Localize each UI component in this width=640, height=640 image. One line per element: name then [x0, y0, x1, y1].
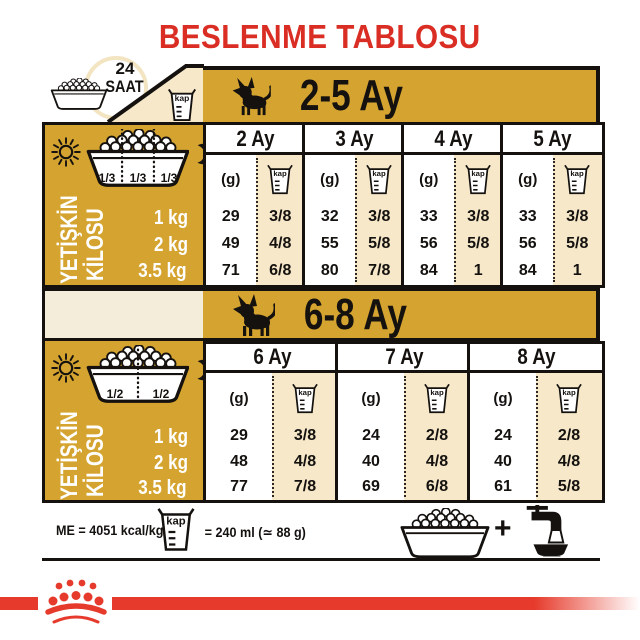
cups-value: 3/8 [368, 207, 391, 225]
measuring-cup-icon [267, 164, 293, 195]
measuring-cup-icon [424, 383, 450, 414]
measuring-cup-icon [465, 164, 491, 195]
month-header: 3 Ay [305, 122, 404, 155]
cups-value: 4/8 [269, 234, 292, 252]
month-header: 7 Ay [338, 341, 470, 373]
grams-value: 71 [221, 262, 240, 280]
cups-value: 5/8 [467, 234, 490, 252]
cups-value: 1 [572, 262, 582, 280]
cups-value: 2/8 [557, 426, 581, 444]
month-header: 4 Ay [404, 122, 503, 155]
bowl-fraction: 1/3 [98, 171, 116, 185]
grams-value: 40 [494, 452, 512, 470]
bowl-fraction: 1/2 [106, 387, 124, 401]
weight-row-label: 1 kg [153, 207, 188, 229]
grams-value: 49 [221, 234, 240, 252]
month-column-4ay [401, 122, 503, 288]
red-band-left [0, 597, 38, 610]
sun-icon [47, 349, 85, 387]
grams-value: 32 [320, 207, 339, 225]
adult-weight-label: YETİŞKİN KİLOSU [56, 195, 109, 284]
me-energy-note: ME = 4051 kcal/kg [55, 522, 164, 538]
royal-canin-crown-logo [40, 576, 112, 630]
section1-header-band [203, 66, 600, 122]
month-column-6ay [203, 341, 338, 503]
grams-value: 84 [419, 262, 438, 280]
grams-value: 69 [362, 478, 380, 496]
grams-value: 55 [320, 234, 339, 252]
chihuahua-icon [227, 293, 275, 337]
grams-unit: (g) [419, 170, 439, 188]
grams-value: 80 [320, 262, 339, 280]
grams-value: 29 [221, 207, 240, 225]
sun-icon [47, 133, 85, 171]
cups-value: 3/8 [467, 207, 490, 225]
grams-value: 84 [518, 262, 537, 280]
measuring-cup-icon [167, 88, 197, 122]
water-tap-icon [520, 503, 570, 557]
grams-value: 77 [230, 478, 248, 496]
bowl-fraction: 1/3 [160, 171, 178, 185]
weight-row-label: 3.5 kg [138, 260, 187, 282]
cups-value: 3/8 [293, 426, 317, 444]
grams-value: 24 [362, 426, 380, 444]
section2-band-left [42, 288, 203, 341]
month-header: 8 Ay [470, 341, 602, 373]
grams-value: 40 [362, 452, 380, 470]
cups-value: 4/8 [425, 452, 449, 470]
bowl-fraction: 1/3 [129, 171, 147, 185]
cup-equivalence-note: = 240 ml (≃ 88 g) [204, 524, 306, 540]
month-header: 5 Ay [503, 122, 602, 155]
cups-value: 3/8 [566, 207, 589, 225]
plus-sign: + [494, 512, 512, 545]
section2-side-panel [42, 341, 203, 503]
adult-weight-label: YETİŞKİN KİLOSU [56, 411, 109, 500]
portion-bowl-icon [85, 345, 191, 405]
grams-unit: (g) [518, 170, 538, 188]
page-title: BESLENME TABLOSU [159, 18, 481, 55]
month-header: 2 Ay [206, 122, 305, 155]
grams-value: 33 [419, 207, 438, 225]
grams-unit: (g) [320, 170, 340, 188]
cups-value: 6/8 [425, 478, 449, 496]
cups-value: 4/8 [293, 452, 317, 470]
grams-unit: (g) [221, 170, 241, 188]
grams-unit: (g) [493, 389, 513, 407]
weight-row-label: 1 kg [153, 426, 188, 448]
grams-value: 24 [494, 426, 512, 444]
weight-row-label: 2 kg [153, 234, 188, 256]
cups-value: 5/8 [566, 234, 589, 252]
grams-value: 48 [230, 452, 248, 470]
month-column-7ay [335, 341, 470, 503]
section1-header: 2-5 Ay [299, 71, 403, 120]
weight-row-label: 2 kg [153, 452, 188, 474]
cups-value: 6/8 [269, 262, 292, 280]
cups-value: 5/8 [557, 478, 581, 496]
month-column-5ay [500, 122, 605, 288]
cups-value: 7/8 [293, 478, 317, 496]
cups-value: 5/8 [368, 234, 391, 252]
measuring-cup-icon [157, 507, 195, 552]
grams-value: 56 [518, 234, 537, 252]
bowl-fraction: 1/2 [152, 387, 170, 401]
hours-value: 24 [115, 59, 135, 78]
section2-header: 6-8 Ay [303, 289, 407, 339]
chihuahua-icon [227, 76, 271, 116]
section2-header-band [203, 288, 600, 341]
food-bowl-icon [399, 508, 491, 560]
cups-value: 7/8 [368, 262, 391, 280]
hours-unit: SAAT [105, 77, 145, 96]
divider-line [42, 558, 600, 561]
measuring-cup-icon [292, 383, 318, 414]
cups-value: 2/8 [425, 426, 449, 444]
month-column-2ay [203, 122, 305, 288]
weight-row-label: 3.5 kg [138, 477, 187, 499]
measuring-cup-icon [556, 383, 582, 414]
section1-side-panel [42, 122, 203, 288]
cups-value: 4/8 [557, 452, 581, 470]
grams-value: 61 [494, 478, 512, 496]
month-header: 6 Ay [206, 341, 338, 373]
measuring-cup-icon [366, 164, 392, 195]
grams-value: 33 [518, 207, 537, 225]
month-column-8ay [467, 341, 605, 503]
grams-value: 29 [230, 426, 248, 444]
grams-unit: (g) [361, 389, 381, 407]
grams-unit: (g) [229, 389, 249, 407]
month-column-3ay [302, 122, 404, 288]
cups-value: 1 [473, 262, 483, 280]
red-band-right [112, 597, 640, 610]
grams-value: 56 [419, 234, 438, 252]
cups-value: 3/8 [269, 207, 292, 225]
measuring-cup-icon [564, 164, 590, 195]
